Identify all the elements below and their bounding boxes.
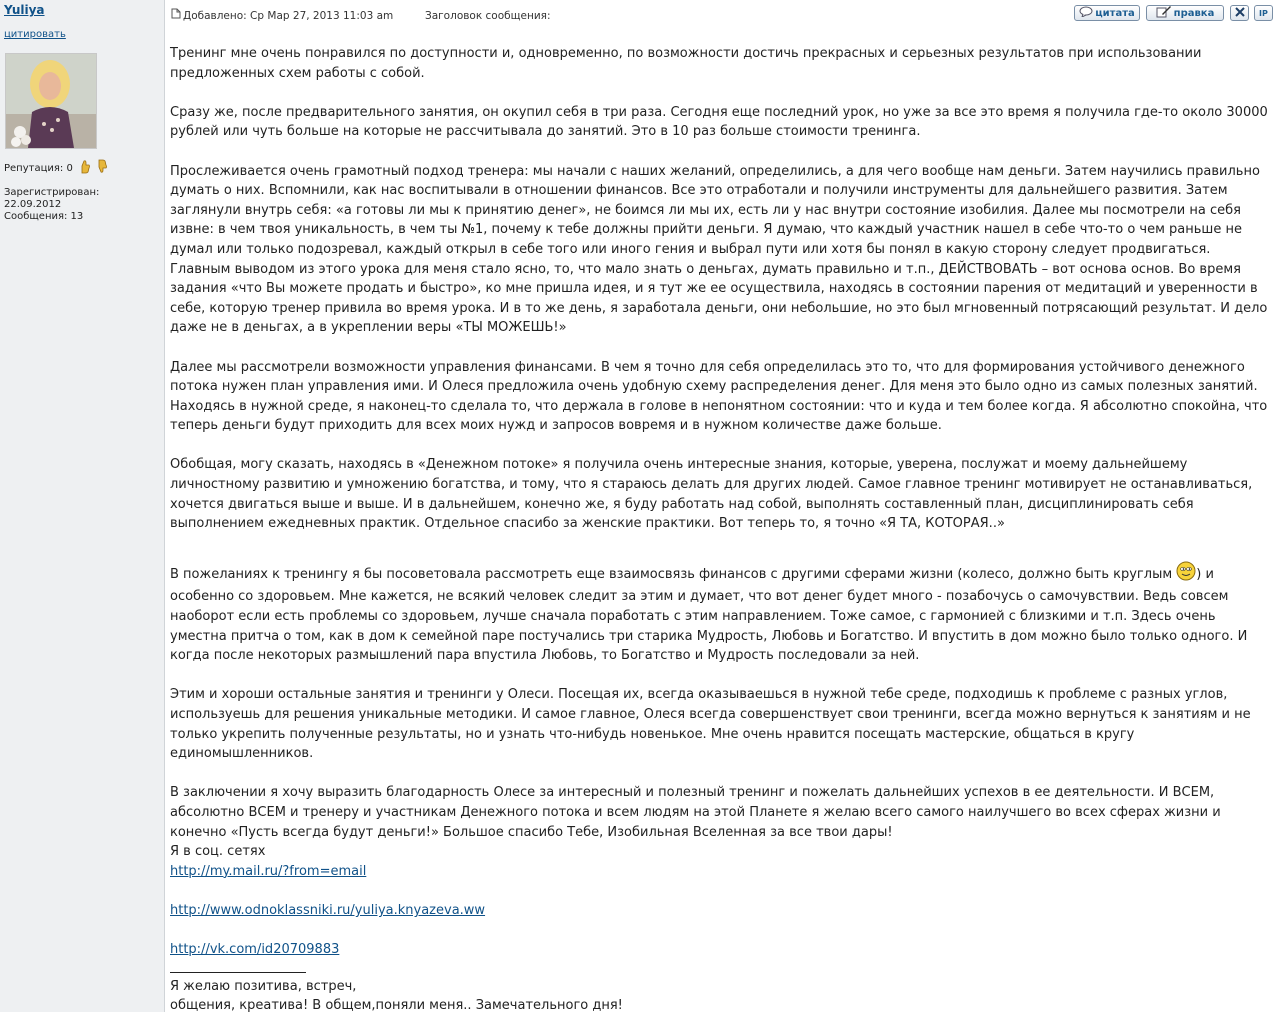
social-label: Я в соц. сетях (170, 844, 266, 860)
registered-date: 22.09.2012 (4, 199, 62, 210)
edit-button-label: правка (1173, 7, 1215, 19)
reputation (4, 159, 107, 177)
ip-button[interactable] (1254, 5, 1273, 21)
delete-button[interactable] (1230, 5, 1249, 21)
paragraph: Сразу же, после предварительного занятия, он окупил себя в три раза. Сегодня еще последний урок, но уже за все это время я получила где-то около 30000 рублей или чуть больше на которые не рассчитывала до занятий. Это в 10 раз больше стоимости тренинга. (170, 104, 1268, 140)
smiley-icon (1176, 561, 1196, 588)
wish-text-start: В пожеланиях к тренингу я бы посоветовала рассмотреть еще взаимосвязь финансов с другими сферами жизни (колесо, должно быть круглым (170, 566, 1177, 582)
quote-button[interactable] (1074, 5, 1140, 21)
quote-user-link[interactable]: цитировать (4, 29, 66, 40)
registered-label: Зарегистрирован: (4, 187, 100, 198)
post-body (170, 44, 1270, 1016)
paragraph: Тренинг мне очень понравился по доступности и, одновременно, по возможности достичь прекрасных и серьезных результатов при использовании предложенных схем работы с собой. (170, 46, 1202, 81)
edit-button[interactable] (1146, 5, 1224, 21)
quote-icon (1079, 6, 1093, 20)
signature-line: Я желаю позитива, встреч, (170, 978, 357, 994)
post-icon (171, 8, 181, 22)
conclusion: В заключении я хочу выразить благодарность Олесе за интересный и полезный тренинг и пожелать дальнейших успехов в ее деятельности. И ВСЕМ, абсолютно ВСЕМ и тренеру и участникам Денежного потока и всем людям на этой Планете я желаю всего самого наилучшего во всех сферах жизни и конечно «Пусть всегда будут деньги!» Большое спасибо Тебе, Изобильная Вселенная за все твои дары! (170, 785, 1221, 840)
subject-label: Заголовок сообщения: (425, 10, 551, 22)
pencil-icon (1156, 5, 1172, 21)
close-icon (1235, 7, 1245, 20)
messages-count: Сообщения: 13 (4, 211, 84, 222)
user-meta (4, 187, 99, 223)
paragraph: Обобщая, могу сказать, находясь в «Денежном потоке» я получила очень интересные знания, которые, уверена, послужат и моему дальнейшему личностному развитию и умножению богатства, и тому, что я стараюсь делать для других людей. Самое главное тренинг мотивирует не останавливаться, хочется двигаться выше и выше. И в дальнейшем, конечно же, я буду работать над собой, выполнять составленный план, дисциплинировать себя выполнением ежедневных практик. Отдельное спасибо за женские практики. Вот теперь то, я точно «Я ТА, КОТОРАЯ..» (170, 457, 1253, 532)
paragraph: Далее мы рассмотрели возможности управления финансами. В чем я точно для себя определилась это то, что для формирования устойчивого денежного потока нужен план управления ими. И Олеся предложила очень удобную схему распределения денег. Для меня это было одно из самых полезных занятий. Находясь в нужной среде, я наконец-то сделала то, что держала в голове в непонятном состоянии: что и куда и тем более когда. Я абсолютно спокойна, что теперь деньги будут приходить для всех моих нужд и запросов вовремя и в нужном количестве даже больше. (170, 359, 1268, 434)
signature-divider (170, 972, 306, 973)
user-sidebar (0, 0, 165, 1012)
social-link-odnoklassniki[interactable]: http://www.odnoklassniki.ru/yuliya.knyazeva.ww (170, 902, 486, 918)
post-date: Добавлено: Ср Мар 27, 2013 11:03 am (183, 10, 394, 22)
social-links (170, 862, 1270, 960)
social-link-vk[interactable]: http://vk.com/id20709883 (170, 942, 340, 958)
thumb-down-icon[interactable] (96, 159, 107, 177)
ip-icon (1258, 8, 1270, 19)
wish-text-end: ) и особенно со здоровьем. Мне кажется, не всякий человек следит за этим и думает, что вот денег будет много - позабочусь о самочувствии. Ведь совсем наоборот если есть проблемы со здоровьем, лучше сначала поработать с этим направлением. Тоже самое, с гармонией с близкими и т.п. Здесь очень уместна притча о том, как в дом к семейной паре постучались три старика Мудрость, Любовь и Богатство. И впустить в дом можно было только одного. И когда после некоторых размышлений пара впустила Любовь, то Богатство и Мудрость последовали за ней. (170, 566, 1248, 664)
paragraph: Прослеживается очень грамотный подход тренера: мы начали с наших желаний, определились, а для чего вообще нам деньги. Затем научились правильно думать о них. Вспомнили, как нас воспитывали в отношении финансов. Все это отработали и получили инструменты для дальнейшего развития. Затем заглянули внутрь себя: «а готовы ли мы к принятию денег», не боимся ли мы их, есть ли у нас внутри состояние изобилия. Далее мы посмотрели на себя извне: в чем твоя уникальность, в чем ты №1, почему к тебе должны прийти деньги. Я думаю, что каждый участник нашел в себе что-то о чем раньше не думал или только подозревал, каждый открыл в себе того или иного гения и выбрал пути или хотя бы понял в какую сторону следует продвигаться. Главным выводом из этого урока для меня стало ясно, то, что мало знать о деньгах, думать правильно и т.п., ДЕЙСТВОВАТЬ – вот основа основ. Во время задания «что Вы можете продать и быстро», ко мне пришла идея, и я тут же ее осуществила, находясь в состоянии парения от медитаций и уверенности в себе, которую тренер привила во время урока. И в то же день, я заработала деньги, они небольшие, но это был мгновенный потрясающий результат. И дело даже не в деньгах, а в укреплении веры «ТЫ МОЖЕШЬ!» (170, 163, 1268, 336)
paragraph-wish (170, 561, 1270, 666)
svg-text:IP: IP (1258, 8, 1268, 17)
avatar (5, 53, 97, 149)
thumb-up-icon[interactable] (79, 159, 90, 177)
username-link[interactable]: Yuliya (4, 3, 45, 17)
quote-button-label: цитата (1095, 7, 1135, 19)
reputation-label: Репутация: 0 (4, 162, 73, 174)
social-link-mail[interactable]: http://my.mail.ru/?from=email (170, 863, 367, 879)
signature-line: общения, креатива! В общем,поняли меня.. Замечательного дня! (170, 998, 623, 1014)
paragraph: Этим и хороши остальные занятия и тренинги у Олеси. Посещая их, всегда оказываешься в нужной тебе среде, подходишь к проблеме с разных углов, используешь для решения уникальные методики. И самое главное, Олеся всегда совершенствует свои тренинги, всегда можно вернуться к занятиям и не только укрепить полученные результаты, но и узнать что-нибудь новенькое. Мне очень нравится посещать мастерские, общаться в кругу единомышленников. (170, 687, 1251, 762)
avatar-photo (6, 54, 96, 148)
